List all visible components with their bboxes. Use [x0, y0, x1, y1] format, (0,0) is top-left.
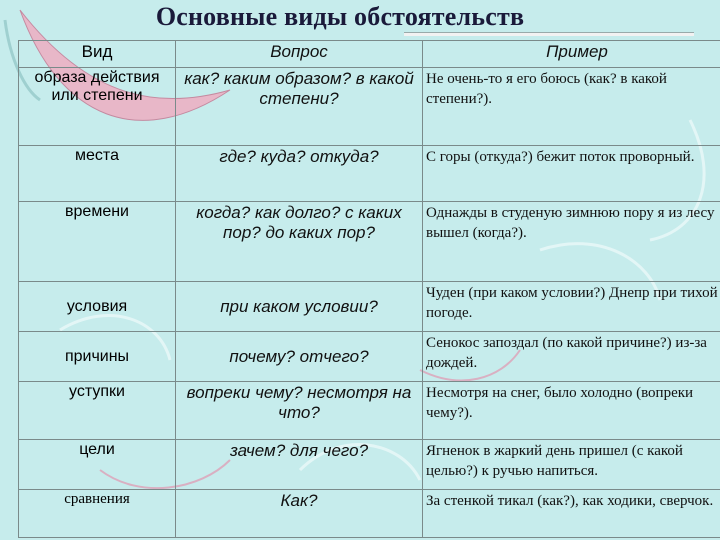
- row-example: Однажды в студеную зимнюю пору я из лесу вышел (когда?).: [423, 202, 720, 282]
- circumstances-table: [18, 40, 720, 538]
- row-question: Как?: [176, 490, 423, 538]
- row-example: Ягненок в жаркий день пришел (с какой целью?) к ручью напиться.: [423, 440, 720, 490]
- row-example: Не очень-то я его боюсь (как? в какой степени?).: [423, 68, 720, 146]
- row-example: За стенкой тикал (как?), как ходики, сверчок.: [423, 490, 720, 538]
- title-underline: [404, 32, 694, 36]
- table-row: [19, 68, 720, 146]
- row-question: зачем? для чего?: [176, 440, 423, 490]
- header-question: Вопрос: [176, 41, 423, 68]
- row-kind: уступки: [19, 382, 176, 440]
- row-kind: условия: [19, 282, 176, 332]
- row-example: С горы (откуда?) бежит поток проворный.: [423, 146, 720, 202]
- header-example: Пример: [423, 41, 720, 68]
- row-kind: сравнения: [19, 490, 176, 538]
- row-example: Сенокос запоздал (по какой причине?) из-за дождей.: [423, 332, 720, 382]
- row-question: когда? как долго? с каких пор? до каких пор?: [176, 202, 423, 282]
- row-example: Чуден (при каком условии?) Днепр при тихой погоде.: [423, 282, 720, 332]
- header-kind: Вид: [19, 41, 176, 68]
- table-row: [19, 332, 720, 382]
- table-row: [19, 440, 720, 490]
- row-example: Несмотря на снег, было холодно (вопреки чему?).: [423, 382, 720, 440]
- row-question: как? каким образом? в какой степени?: [176, 68, 423, 146]
- row-question: где? куда? откуда?: [176, 146, 423, 202]
- row-question: при каком условии?: [176, 282, 423, 332]
- table-row: [19, 382, 720, 440]
- row-question: вопреки чему? несмотря на что?: [176, 382, 423, 440]
- row-kind: времени: [19, 202, 176, 282]
- table-row: [19, 202, 720, 282]
- table-row: [19, 490, 720, 538]
- table-row: [19, 282, 720, 332]
- page-title: Основные виды обстоятельств: [155, 2, 525, 31]
- row-question: почему? отчего?: [176, 332, 423, 382]
- table-row: [19, 146, 720, 202]
- row-kind: образа действия или степени: [19, 68, 176, 146]
- row-kind: цели: [19, 440, 176, 490]
- table-header-row: [19, 41, 720, 68]
- row-kind: причины: [19, 332, 176, 382]
- row-kind: места: [19, 146, 176, 202]
